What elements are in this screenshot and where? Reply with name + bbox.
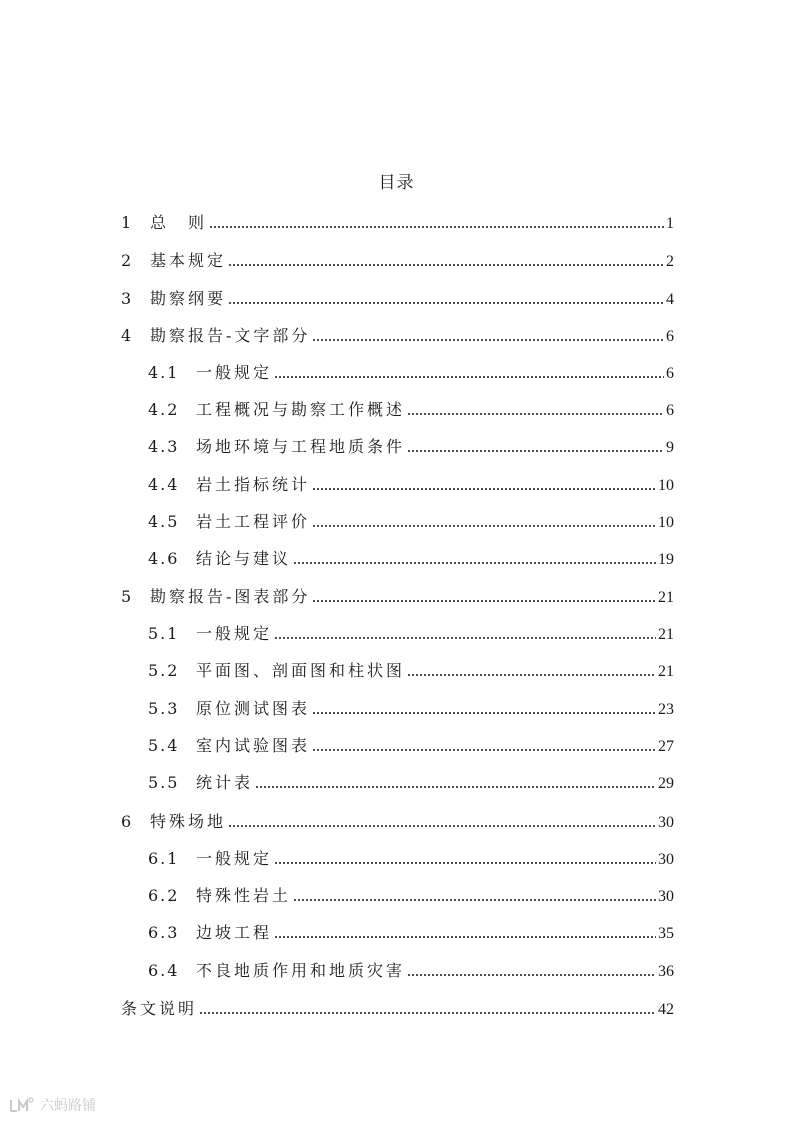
- toc-entry-label: 特殊场地: [150, 812, 227, 831]
- toc-entry-page-number: 29: [658, 775, 674, 792]
- dot-leader: [312, 712, 656, 714]
- toc-entry-page-number: 6: [666, 328, 674, 345]
- toc-entry-number: 5.4: [148, 736, 180, 755]
- toc-entry-label: 勘察纲要: [150, 289, 227, 308]
- toc-entry-label: 勘察报告-文字部分: [150, 326, 311, 345]
- toc-entry-page-number: 10: [658, 477, 674, 494]
- page-title: 目录: [378, 173, 415, 193]
- toc-entry[interactable]: [148, 922, 674, 944]
- toc-entry[interactable]: [148, 511, 674, 533]
- dot-leader: [407, 974, 656, 976]
- toc-entry-label: 一般规定: [196, 849, 273, 868]
- toc-entry-label: 结论与建议: [196, 549, 292, 568]
- lm-logo-icon: [8, 1096, 34, 1114]
- toc-entry-number: 5.2: [148, 661, 180, 680]
- toc-entry[interactable]: [121, 212, 674, 234]
- toc-entry-page-number: 27: [658, 738, 674, 755]
- dot-leader: [199, 1012, 656, 1014]
- dot-leader: [293, 562, 656, 564]
- toc-entry[interactable]: [148, 735, 674, 757]
- watermark-text: 六蚂路铺: [40, 1098, 96, 1114]
- toc-entry-number: 3: [121, 289, 132, 308]
- toc-entry-label: 岩土指标统计: [196, 475, 311, 494]
- toc-entry[interactable]: [121, 998, 674, 1020]
- toc-entry-page-number: 21: [658, 663, 674, 680]
- toc-entry[interactable]: [148, 474, 674, 496]
- toc-entry-page-number: 21: [658, 589, 674, 606]
- toc-entry-label: 室内试验图表: [196, 736, 311, 755]
- dot-leader: [407, 450, 664, 452]
- toc-entry-label: 基本规定: [150, 251, 227, 270]
- toc-entry-number: 4.3: [148, 437, 180, 456]
- dot-leader: [407, 413, 664, 415]
- toc-entry-page-number: 1: [666, 215, 674, 232]
- toc-entry-page-number: 10: [658, 514, 674, 531]
- toc-entry-number: 6: [121, 812, 132, 831]
- toc-entry-page-number: 6: [666, 365, 674, 382]
- dot-leader: [274, 936, 656, 938]
- toc-entry-page-number: 30: [658, 851, 674, 868]
- toc-entry-page-number: 35: [658, 925, 674, 942]
- toc-entry-number: 5: [121, 587, 132, 606]
- toc-entry-page-number: 9: [666, 439, 674, 456]
- dot-leader: [312, 600, 656, 602]
- dot-leader: [228, 825, 656, 827]
- toc-entry-number: 4.1: [148, 363, 180, 382]
- toc-entry-label: 岩土工程评价: [196, 512, 311, 531]
- toc-entry-page-number: 42: [658, 1001, 674, 1018]
- toc-entry-page-number: 21: [658, 626, 674, 643]
- toc-entry-number: 1: [121, 213, 132, 232]
- toc-entry[interactable]: [148, 960, 674, 982]
- toc-entry-label: 不良地质作用和地质灾害: [196, 961, 406, 980]
- toc-entry[interactable]: [148, 399, 674, 421]
- toc-entry-label: 总 则: [150, 213, 208, 232]
- toc-entry-page-number: 6: [666, 402, 674, 419]
- toc-entry-number: 6.4: [148, 961, 180, 980]
- toc-entry[interactable]: [121, 288, 674, 310]
- toc-entry[interactable]: [148, 848, 674, 870]
- toc-entry[interactable]: [121, 811, 674, 833]
- toc-entry-number: 4.5: [148, 512, 180, 531]
- toc-entry[interactable]: [148, 436, 674, 458]
- watermark: [8, 1095, 96, 1115]
- dot-leader: [209, 226, 664, 228]
- dot-leader: [274, 637, 656, 639]
- toc-entry-number: 6.2: [148, 886, 180, 905]
- toc-entry-page-number: 30: [658, 888, 674, 905]
- toc-entry[interactable]: [121, 586, 674, 608]
- toc-entry-number: 5.1: [148, 624, 180, 643]
- dot-leader: [228, 302, 664, 304]
- toc-entry-label: 特殊性岩土: [196, 886, 292, 905]
- dot-leader: [312, 488, 656, 490]
- toc-entry-page-number: 19: [658, 551, 674, 568]
- toc-entry-number: 4.2: [148, 400, 180, 419]
- toc-entry[interactable]: [121, 250, 674, 272]
- toc-entry-page-number: 23: [658, 701, 674, 718]
- toc-entry-label: 统计表: [196, 773, 254, 792]
- toc-entry-number: 5.3: [148, 699, 180, 718]
- toc-entry[interactable]: [148, 623, 674, 645]
- toc-entry-label: 边坡工程: [196, 923, 273, 942]
- dot-leader: [255, 786, 656, 788]
- dot-leader: [407, 674, 656, 676]
- toc-entry-label: 勘察报告-图表部分: [150, 587, 311, 606]
- toc-entry-number: 4: [121, 326, 132, 345]
- toc-entry[interactable]: [148, 362, 674, 384]
- toc-entry-label: 一般规定: [196, 624, 273, 643]
- toc-entry-number: 5.5: [148, 773, 180, 792]
- toc-entry-label: 原位测试图表: [196, 699, 311, 718]
- toc-entry[interactable]: [148, 885, 674, 907]
- toc-entry[interactable]: [121, 325, 674, 347]
- dot-leader: [312, 339, 664, 341]
- toc-entry-label: 平面图、剖面图和柱状图: [196, 661, 406, 680]
- toc-entry-number: 4.6: [148, 549, 180, 568]
- dot-leader: [293, 899, 656, 901]
- dot-leader: [274, 376, 664, 378]
- toc-entry-page-number: 2: [666, 253, 674, 270]
- toc-entry-page-number: 4: [666, 291, 674, 308]
- toc-entry-number: 2: [121, 251, 132, 270]
- dot-leader: [228, 264, 664, 266]
- toc-entry[interactable]: [148, 772, 674, 794]
- toc-entry-page-number: 36: [658, 963, 674, 980]
- dot-leader: [312, 525, 656, 527]
- dot-leader: [312, 749, 656, 751]
- toc-entry-page-number: 30: [658, 814, 674, 831]
- toc-entry-number: 4.4: [148, 475, 180, 494]
- toc-entry-label: 工程概况与勘察工作概述: [196, 400, 406, 419]
- toc-entry-number: 6.3: [148, 923, 180, 942]
- toc-entry[interactable]: [148, 660, 674, 682]
- toc-entry-label: 条文说明: [121, 999, 198, 1018]
- toc-entry[interactable]: [148, 548, 674, 570]
- toc-entry-number: 6.1: [148, 849, 180, 868]
- toc-entry[interactable]: [148, 698, 674, 720]
- dot-leader: [274, 862, 656, 864]
- toc-entry-label: 场地环境与工程地质条件: [196, 437, 406, 456]
- toc-entry-label: 一般规定: [196, 363, 273, 382]
